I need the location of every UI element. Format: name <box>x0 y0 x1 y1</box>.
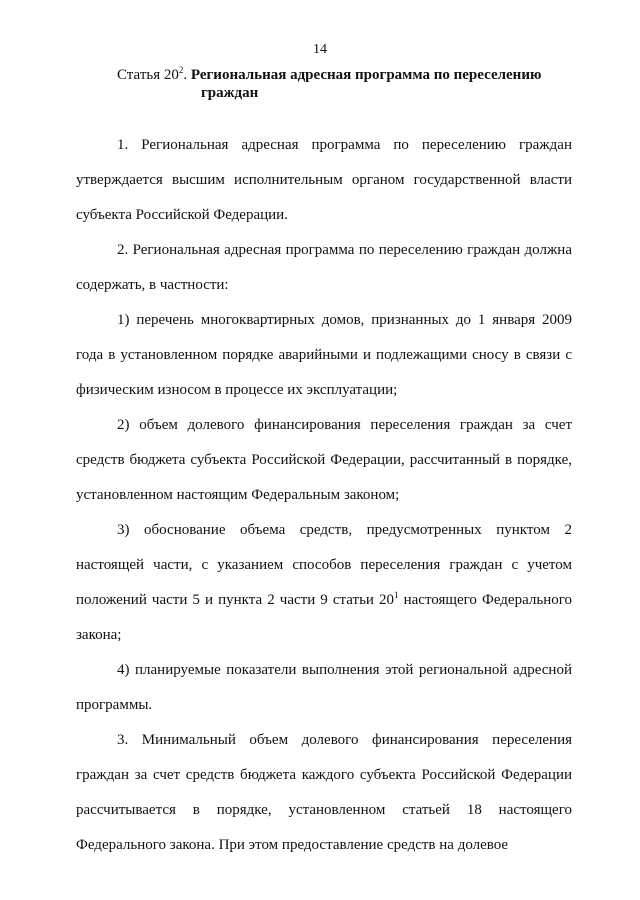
article-label: Статья $20^2$. <box>117 65 188 83</box>
paragraph-6: 4) планируемые показатели выполнения этой региональной адресной программы. <box>76 662 572 713</box>
article-title-line1: Региональная адресная программа по переселению <box>190 67 542 83</box>
paragraph-5-text-before: 3) обоснование объема средств, предусмотренных пунктом 2 настоящей части, с указанием способов переселения граждан с учетом положений части 5 и пункта 2 части 9 статьи 20 <box>76 522 572 608</box>
article-label-superscript: 2 <box>178 65 184 75</box>
article-title-line2: граждан <box>201 85 259 101</box>
paragraph-3: 1) перечень многоквартирных домов, признанных до 1 января 2009 года в установленном порядке аварийными и подлежащими сносу в связи с физическим износом в процессе их эксплуатации; <box>76 312 572 398</box>
paragraph-5-superscript: 1 <box>394 590 399 600</box>
article-heading <box>117 66 575 102</box>
paragraph-5-text-after: настоящего Федерального закона; <box>76 592 572 643</box>
paragraph-5 <box>76 513 572 653</box>
paragraph-7: 3. Минимальный объем долевого финансирования переселения граждан за счет средств бюджета каждого субъекта Российской Федерации рассчитывается в порядке, установленном статьей 18 настоящего Федерального закона. При этом предоставление средств на долевое <box>76 732 572 853</box>
article-body <box>76 128 572 863</box>
page-number: 14 <box>313 42 327 57</box>
paragraph-2: 2. Региональная адресная программа по переселению граждан должна содержать, в частности: <box>76 242 572 293</box>
paragraph-1: 1. Региональная адресная программа по переселению граждан утверждается высшим исполнительным органом государственной власти субъекта Российской Федерации. <box>76 137 572 223</box>
paragraph-4: 2) объем долевого финансирования переселения граждан за счет средств бюджета субъекта Российской Федерации, рассчитанный в порядке, установленном настоящим Федеральным законом; <box>76 417 572 503</box>
article-label-text: Статья 20 <box>117 67 179 83</box>
